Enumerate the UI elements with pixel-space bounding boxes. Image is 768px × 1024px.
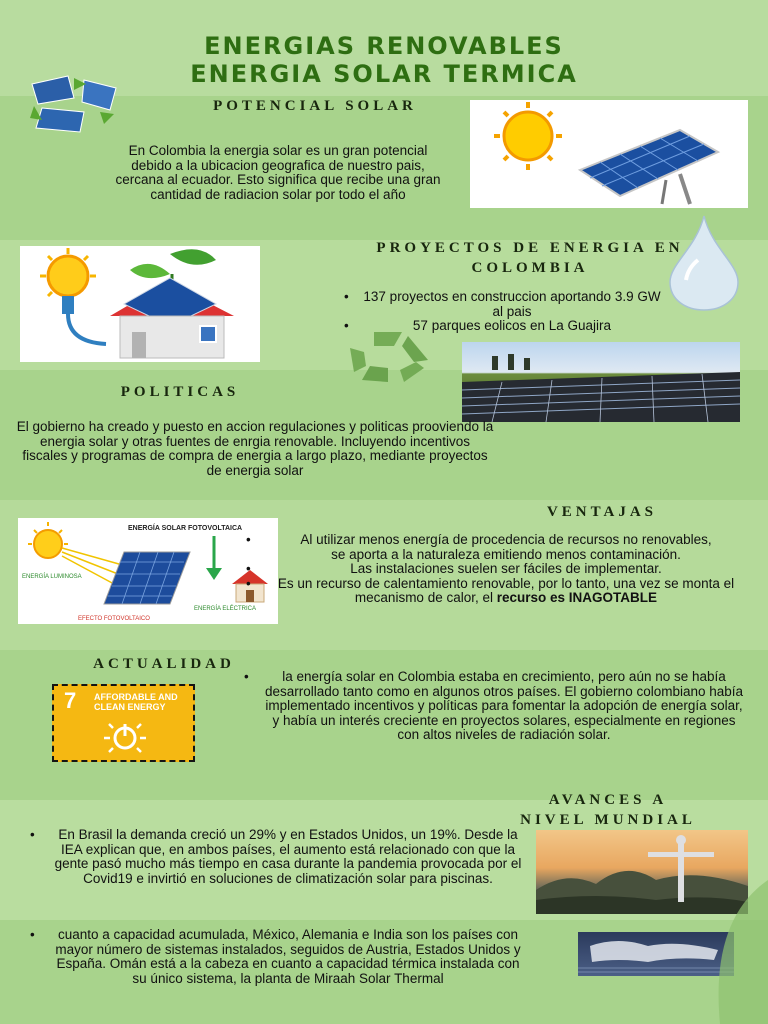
water-drop-icon (668, 214, 740, 312)
image-sun-solar-panel (470, 100, 748, 208)
heading-avances-mundial (488, 790, 728, 830)
list-item: • Al utilizar menos energía de procedencia de recursos no renovables, se aporta a la naturaleza emitiendo menos contaminación. (264, 533, 748, 562)
text-potencial-solar: En Colombia la energia solar es un gran potencial debido a la ubicacion geografica de nuestro pais, cercana al ecuador. Esto significa que recibe una gran cantidad de radiacion solar por todo el año (115, 143, 441, 202)
image-pv-diagram (18, 518, 278, 624)
heading-proyectos-energia: PROYECTOS DE ENERGIA EN COLOMBIA (376, 240, 684, 276)
ventajas-item-3-text: Es un recurso de calentamiento renovable, por lo tanto, una vez se monta el mecanismo de calor, el (277, 575, 735, 606)
diagram-arrow-icon (206, 536, 222, 580)
list-ventajas (264, 533, 748, 606)
heading-avances-line-2: NIVEL MUNDIAL (520, 812, 696, 828)
list-item: • 137 proyectos en construccion aportando 3.9 GW al pais (362, 290, 662, 319)
heading-ventajas: VENTAJAS (546, 504, 658, 520)
diagram-label-electrica: ENERGÍA ELÉCTRICA (194, 606, 257, 612)
diagram-label-efecto: EFECTO FOTOVOLTAICO (78, 616, 150, 622)
sun-icon (494, 102, 562, 170)
list-item: • Las instalaciones suelen ser fáciles de implementar. (264, 562, 748, 577)
heading-avances-line-1: AVANCES A (548, 792, 668, 808)
sdg-label-2: CLEAN ENERGY (94, 702, 166, 712)
sdg-label-1: AFFORDABLE AND (94, 692, 178, 702)
list-avances-1 (48, 828, 528, 886)
list-item: • En Brasil la demanda creció un 29% y en Estados Unidos, un 19%. Desde la IEA explican que, en ambos países, el aumento está relacionado con que la gente pasó mucho más tiempo en casa durante la pandemia provocada por el Covid19 e invirtió en soluciones de climatización solar para piscinas. (48, 828, 528, 886)
sun-plug-icon (40, 248, 106, 344)
heading-potencial-solar: POTENCIAL SOLAR (213, 98, 417, 114)
list-item: • 57 parques eolicos en La Guajira (362, 319, 662, 334)
ventajas-item-3-bold: recurso es INAGOTABLE (496, 590, 658, 606)
solar-panel-icon (580, 130, 718, 204)
diagram-label-luminosa: ENERGÍA LUMINOSA (22, 574, 82, 580)
list-item: • cuanto a capacidad acumulada, México, Alemania e India son los países con mayor número de sistemas instalados, seguidos de Austria, Estados Unidos y España. Omán está a la cabeza en cuanto a capacidad térmica instalada con su único sistema, la planta de Miraah Solar Thermal (48, 928, 528, 986)
image-solar-house (20, 246, 260, 362)
recycle-solar-logo (28, 74, 124, 134)
list-item (264, 577, 748, 606)
sdg-number: 7 (64, 688, 77, 713)
text-politicas: El gobierno ha creado y puesto en accion regulaciones y politicas prooviendo la energia solar y otras fuentes de enrgia renovable. Incluyendo incentivos fiscales y programas de compra de energia a largo plazo, mediante proyectos de energia solar (16, 419, 494, 478)
title-line-2: ENERGIA SOLAR TERMICA (190, 60, 578, 88)
list-actualidad (262, 670, 746, 743)
sdg-power-sun-icon (98, 716, 152, 758)
sdg-7-badge (52, 684, 195, 762)
list-avances-2 (48, 928, 528, 986)
leaf-decoration-icon (700, 880, 768, 1024)
house-icon (110, 278, 234, 358)
recycle-icon (344, 326, 448, 386)
list-item: • la energía solar en Colombia estaba en crecimiento, pero aún no se había desarrollado tanto como en algunos otros países. El gobierno colombiano había implementado incentivos y políticas para fomentar la adopción de energía solar, y había un interés creciente en proyectos solares, especialmente en regiones con altos niveles de radiación solar. (262, 670, 746, 743)
heading-politicas: POLITICAS (120, 384, 240, 400)
diagram-title: ENERGÍA SOLAR FOTOVOLTAICA (128, 525, 243, 532)
title-line-1: ENERGIAS RENOVABLES (204, 32, 564, 60)
heading-actualidad: ACTUALIDAD (93, 656, 235, 672)
image-solar-farm (462, 342, 740, 422)
diagram-panel-icon (104, 552, 190, 604)
